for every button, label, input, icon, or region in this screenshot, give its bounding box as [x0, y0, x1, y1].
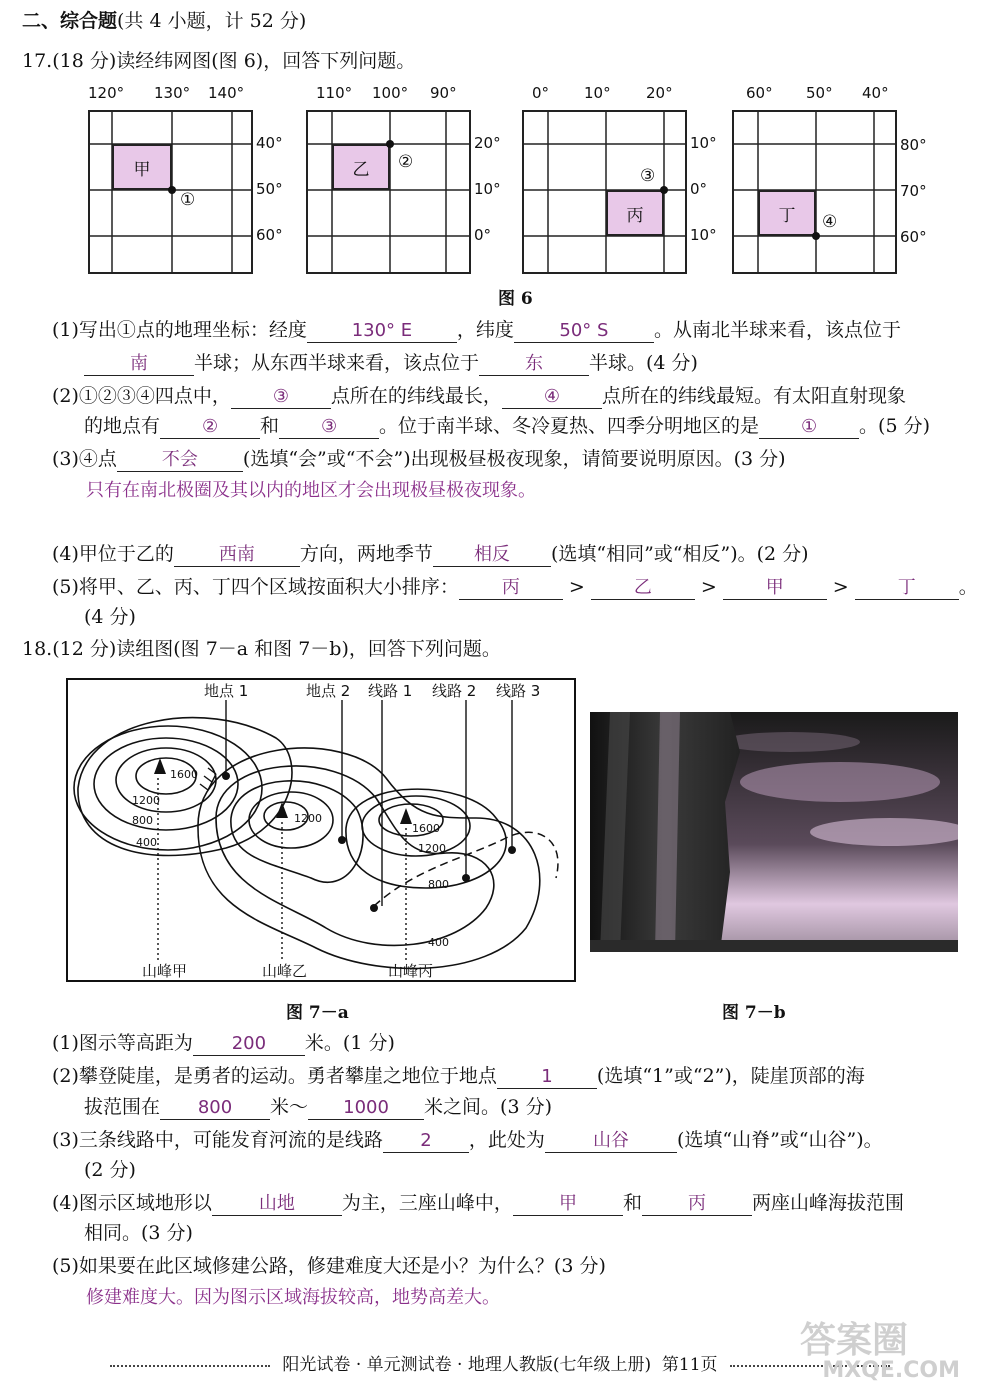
q18-part-4-line-2: 相同。(3 分)	[84, 1222, 193, 1244]
text: (选填“相同”或“相反”)。(2 分)	[550, 543, 809, 565]
answer-blank-longitude: 130° E	[307, 320, 457, 343]
text: 半球；从东西半球来看，该点位于	[194, 352, 480, 374]
answer-blank-season: 相反	[433, 544, 551, 567]
location-2-label: 地点 2	[306, 682, 351, 700]
answer-blank-ew-hemisphere: 东	[479, 353, 589, 376]
answer-blank-landform: 山谷	[545, 1130, 677, 1153]
answer-blank-direct-sun-a: ②	[160, 416, 260, 439]
figure-7a-contour-map	[66, 678, 576, 982]
text: 两座山峰海拔范围	[751, 1192, 904, 1214]
q18-part-3-line-1	[52, 1127, 883, 1153]
answer-blank-peak-1: 甲	[513, 1193, 623, 1216]
contour-label: 1200	[418, 842, 446, 855]
figure-7a-caption: 图 7－a	[286, 1003, 349, 1023]
section-subtitle: (共 4 小题，计 52 分)	[117, 10, 307, 32]
route-3-label: 线路 3	[496, 682, 541, 700]
q17-part-1-line-1	[52, 317, 901, 343]
grid-2-top-label: 90°	[430, 84, 457, 102]
point-4-label: ④	[822, 212, 838, 232]
q17-part-5-score: (4 分)	[84, 606, 136, 628]
text: 点所在的纬线最长，	[330, 385, 502, 407]
contour-label: 800	[428, 878, 449, 891]
greater-than-sign: >	[700, 576, 717, 598]
section-title: 二、综合题	[22, 10, 118, 32]
point-2-label: ②	[398, 152, 414, 172]
text: (选填“1”或“2”)，陡崖顶部的海	[596, 1065, 865, 1087]
text: 。	[958, 576, 978, 598]
q17-part-2-line-2	[84, 413, 930, 439]
answer-blank-shortest: ④	[502, 386, 602, 409]
point-4-dot	[812, 232, 820, 240]
grid-4-side-label: 60°	[900, 228, 927, 246]
grid-1	[88, 84, 298, 284]
q18-header: 18.(12 分)读组图(图 7－a 和图 7－b)，回答下列问题。	[22, 638, 501, 660]
text: ，纬度	[456, 319, 514, 341]
q18-part-4-line-1	[52, 1190, 904, 1216]
q17-header: 17.(18 分)读经纬网图(图 6)，回答下列问题。	[22, 50, 416, 72]
figure-7b-caption: 图 7－b	[722, 1003, 786, 1023]
footer-page-number: 第11页	[661, 1355, 718, 1375]
answer-blank-rank-1: 丙	[459, 577, 563, 600]
contour-label: 800	[132, 814, 153, 827]
peak-b-label: 山峰乙	[262, 962, 308, 980]
grid-4-top-label: 50°	[806, 84, 833, 102]
contour-label: 400	[428, 936, 449, 949]
text: 米～	[270, 1096, 309, 1118]
answer-blank-rank-2: 乙	[591, 577, 695, 600]
text: (1)图示等高距为	[52, 1032, 193, 1054]
text: 和	[622, 1192, 642, 1214]
answer-blank-longest: ③	[231, 386, 331, 409]
region-ding: 丁	[758, 190, 816, 236]
answer-blank-elev-max: 1000	[308, 1097, 424, 1120]
grid-4-side-label: 70°	[900, 182, 927, 200]
answer-blank-elev-min: 800	[160, 1097, 270, 1120]
grid-3-top-label: 20°	[646, 84, 673, 102]
grid-3-side-label: 0°	[690, 180, 708, 198]
contour-label: 1600	[170, 768, 198, 781]
grid-1-top-label: 120°	[88, 84, 125, 102]
text: 米。(1 分)	[304, 1032, 395, 1054]
route-2-label: 线路 2	[432, 682, 477, 700]
section-heading	[22, 8, 306, 34]
answer-blank-four-seasons: ①	[759, 416, 859, 439]
point-1-label: ①	[180, 190, 196, 210]
q18-part-2-line-2	[84, 1094, 552, 1120]
greater-than-sign: >	[832, 576, 849, 598]
point-1-dot	[168, 186, 176, 194]
q18-part-5-answer: 修建难度大。因为图示区域海拔较高，地势高差大。	[86, 1287, 500, 1308]
text: 半球。(4 分)	[589, 352, 698, 374]
grid-4-side-label: 80°	[900, 136, 927, 154]
text: (选填“会”或“不会”)出现极昼极夜现象，请简要说明原因。(3 分)	[242, 448, 786, 470]
text: (2)攀登陡崖，是勇者的运动。勇者攀崖之地位于地点	[52, 1065, 497, 1087]
grid-2-side-label: 10°	[474, 180, 501, 198]
region-bing: 丙	[606, 190, 664, 236]
answer-blank-contour-interval: 200	[193, 1033, 305, 1056]
grid-1-top-label: 140°	[208, 84, 245, 102]
footer-dots-left	[110, 1365, 270, 1367]
text: 的地点有	[84, 415, 161, 437]
grid-2	[306, 84, 516, 284]
grid-2-top-label: 100°	[372, 84, 409, 102]
grid-4-top-label: 40°	[862, 84, 889, 102]
watermark-logo	[800, 1312, 970, 1392]
text: 拔范围在	[84, 1096, 161, 1118]
text: (5)将甲、乙、丙、丁四个区域按面积大小排序：	[52, 576, 459, 598]
answer-blank-river-route: 2	[383, 1130, 469, 1153]
grid-3	[522, 84, 732, 284]
point-3-label: ③	[640, 166, 656, 186]
answer-blank-ns-hemisphere: 南	[84, 353, 194, 376]
answer-blank-terrain: 山地	[212, 1193, 342, 1216]
watermark-text: 答案圈	[800, 1320, 909, 1361]
footer-text: 阳光试卷 · 单元测试卷 · 地理人教版(七年级上册)	[282, 1355, 652, 1375]
contour-label: 400	[136, 836, 157, 849]
text: ，此处为	[468, 1129, 545, 1151]
point-3-dot	[660, 186, 668, 194]
answer-blank-direct-sun-b: ③	[279, 416, 379, 439]
watermark-site: MXQE.COM	[822, 1358, 960, 1383]
contour-label: 1600	[412, 822, 440, 835]
grid-1-top-label: 130°	[154, 84, 191, 102]
contour-label: 1200	[132, 794, 160, 807]
q17-part-1-line-2	[84, 350, 698, 376]
greater-than-sign: >	[568, 576, 585, 598]
point-2-dot	[386, 140, 394, 148]
grid-4-top-label: 60°	[746, 84, 773, 102]
answer-blank-direction: 西南	[174, 544, 300, 567]
route-1-label: 线路 1	[368, 682, 413, 700]
region-yi: 乙	[332, 144, 390, 190]
q17-part-3-line-1	[52, 446, 786, 472]
grid-3-top-label: 0°	[532, 84, 550, 102]
text: 。从南北半球来看，该点位于	[653, 319, 901, 341]
text: 。位于南半球、冬冷夏热、四季分明地区的是	[379, 415, 760, 437]
grid-3-side-label: 10°	[690, 226, 717, 244]
text: (4)甲位于乙的	[52, 543, 174, 565]
grid-2-side-label: 20°	[474, 134, 501, 152]
text: 方向，两地季节	[299, 543, 433, 565]
answer-blank-latitude: 50° S	[514, 320, 654, 343]
peak-c-label: 山峰丙	[388, 962, 434, 980]
text: (1)写出①点的地理坐标：经度	[52, 319, 307, 341]
grid-3-side-label: 10°	[690, 134, 717, 152]
text: 为主，三座山峰中，	[341, 1192, 513, 1214]
figure-6-caption: 图 6	[498, 289, 533, 309]
figure-7b-cliff-photo	[590, 712, 958, 952]
q17-part-5	[52, 574, 978, 600]
text: 点所在的纬线最短。有太阳直射现象	[601, 385, 906, 407]
q17-part-2-line-1	[52, 383, 906, 409]
contour-lines	[66, 678, 576, 982]
contour-label: 1200	[294, 812, 322, 825]
q18-part-5-question: (5)如果要在此区域修建公路，修建难度大还是小？为什么？(3 分)	[52, 1255, 606, 1277]
text: (3)④点	[52, 448, 117, 470]
text: 和	[260, 415, 280, 437]
q18-part-1	[52, 1030, 395, 1056]
q18-part-3-score: (2 分)	[84, 1159, 136, 1181]
text: 米之间。(3 分)	[424, 1096, 552, 1118]
answer-blank-rank-4: 丁	[855, 577, 959, 600]
answer-blank-cliff-location: 1	[497, 1066, 597, 1089]
text: (4)图示区域地形以	[52, 1192, 212, 1214]
cliff-photo-drawing	[590, 712, 958, 952]
text: (2)①②③④四点中，	[52, 385, 231, 407]
grid-2-side-label: 0°	[474, 226, 492, 244]
q17-part-4	[52, 541, 809, 567]
q17-part-3-answer: 只有在南北极圈及其以内的地区才会出现极昼极夜现象。	[86, 480, 536, 501]
text: (选填“山脊”或“山谷”)。	[676, 1129, 883, 1151]
grid-3-top-label: 10°	[584, 84, 611, 102]
grid-4	[732, 84, 942, 284]
q18-part-2-line-1	[52, 1063, 865, 1089]
answer-blank-peak-2: 丙	[642, 1193, 752, 1216]
grid-1-side-label: 60°	[256, 226, 283, 244]
answer-blank-polar: 不会	[117, 449, 243, 472]
answer-blank-rank-3: 甲	[723, 577, 827, 600]
grid-2-lines	[306, 110, 472, 274]
location-1-label: 地点 1	[204, 682, 249, 700]
grid-1-side-label: 40°	[256, 134, 283, 152]
text: (3)三条线路中，可能发育河流的是线路	[52, 1129, 383, 1151]
grid-1-side-label: 50°	[256, 180, 283, 198]
grid-2-top-label: 110°	[316, 84, 353, 102]
region-jia: 甲	[112, 144, 172, 190]
peak-a-label: 山峰甲	[142, 962, 188, 980]
text: 。(5 分)	[859, 415, 931, 437]
